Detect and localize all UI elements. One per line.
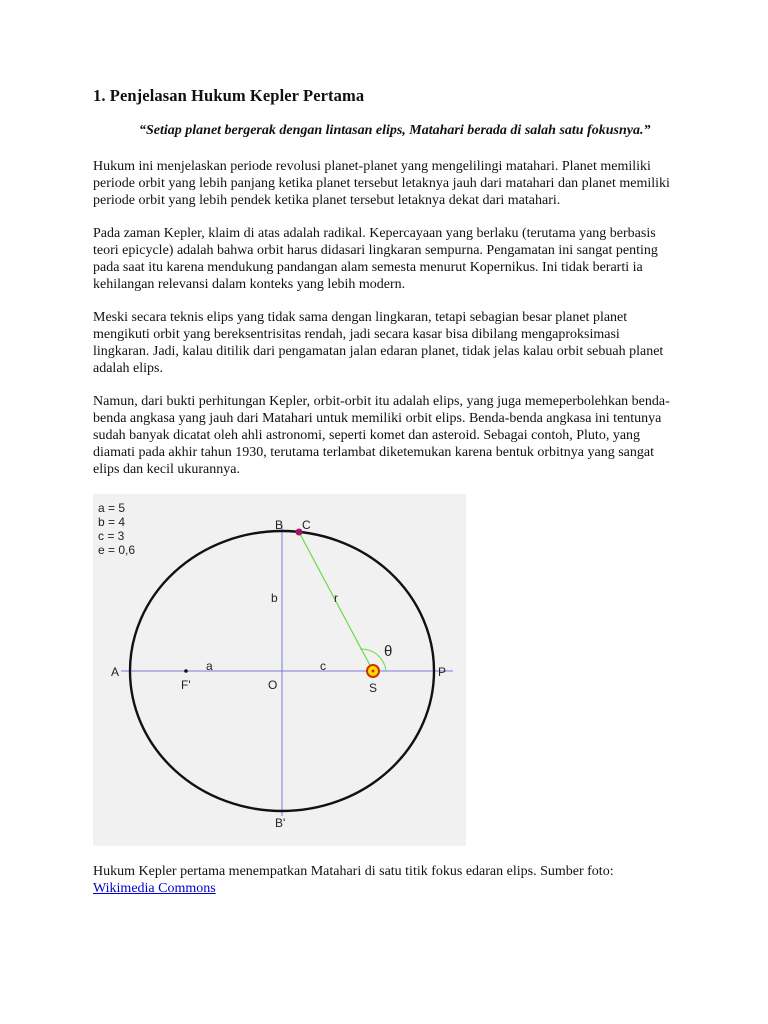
label-f-prime: F' bbox=[181, 678, 191, 692]
paragraph-2: Pada zaman Kepler, klaim di atas adalah radikal. Kepercayaan yang berlaku (terutama yang berbasis teori epicycle) adalah bahwa orbit harus didasari lingkaran sempurna. Pengamatan ini sangat penting pada saat itu karena mendukung pandangan alam semesta menurut Kopernikus. Ini tidak berarti ia kehilangan relevansi dalam konteks yang lebih modern. bbox=[93, 226, 658, 292]
label-a-point: A bbox=[111, 665, 120, 679]
paragraph-1: Hukum ini menjelaskan periode revolusi planet-planet yang mengelilingi matahari. Planet memiliki periode orbit yang lebih panjang ketika planet tersebut letaknya jauh dari matahari dan planet memiliki periode orbit yang lebih pendek ketika planet tersebut letaknya dekat dari matahari. bbox=[93, 159, 670, 208]
kepler-law-quote: “Setiap planet bergerak dengan lintasan elips, Matahari berada di salah satu fokusnya.” bbox=[139, 123, 651, 138]
document-page bbox=[93, 86, 673, 897]
param-b: b = 4 bbox=[98, 515, 126, 529]
paragraph-4: Namun, dari bukti perhitungan Kepler, orbit-orbit itu adalah elips, yang juga memeperbolehkan benda-benda angkasa yang jauh dari Matahari untuk memiliki orbit elips. Benda-benda angkasa ini tentunya sudah banyak dicatat oleh ahli astronomi, seperti komet dan asteroid. Sebagai contoh, Pluto, yang diamati pada akhir tahun 1930, terutama terlambat diketemukan karena bentuk orbitnya yang sangat elips dan kecil ukurannya. bbox=[93, 394, 670, 477]
param-a: a = 5 bbox=[98, 501, 126, 515]
label-c: C bbox=[302, 518, 311, 532]
focus-f-prime bbox=[184, 669, 188, 673]
paragraph-3: Meski secara teknis elips yang tidak sama dengan lingkaran, tetapi sebagian besar planet planet mengikuti orbit yang bereksentrisitas rendah, jadi secara kasar bisa dibilang mengaproksimasi lingkaran. Jadi, kalau ditilik dari pengamatan jalan edaran planet, tidak jelas kalau orbit sebuah planet adalah elips. bbox=[93, 310, 664, 376]
label-segment-c: c bbox=[320, 659, 326, 673]
source-link[interactable]: Wikimedia Commons bbox=[93, 881, 216, 896]
figure-caption bbox=[93, 863, 673, 897]
label-theta: θ bbox=[384, 643, 393, 660]
sun-center bbox=[372, 670, 375, 673]
section-heading: 1. Penjelasan Hukum Kepler Pertama bbox=[93, 86, 365, 105]
label-b: B bbox=[275, 518, 284, 532]
kepler-ellipse-diagram bbox=[93, 494, 466, 846]
label-s: S bbox=[369, 681, 378, 695]
label-segment-a: a bbox=[206, 659, 213, 673]
label-b-prime: B' bbox=[275, 816, 286, 830]
caption-text: Hukum Kepler pertama menempatkan Matahari di satu titik fokus edaran elips. Sumber foto: bbox=[93, 864, 614, 879]
ellipse-diagram-svg bbox=[93, 494, 466, 846]
label-p: P bbox=[438, 665, 447, 679]
param-c: c = 3 bbox=[98, 529, 125, 543]
label-o: O bbox=[268, 678, 278, 692]
label-segment-r: r bbox=[334, 591, 338, 605]
param-e: e = 0,6 bbox=[98, 543, 136, 557]
label-segment-b: b bbox=[271, 591, 278, 605]
